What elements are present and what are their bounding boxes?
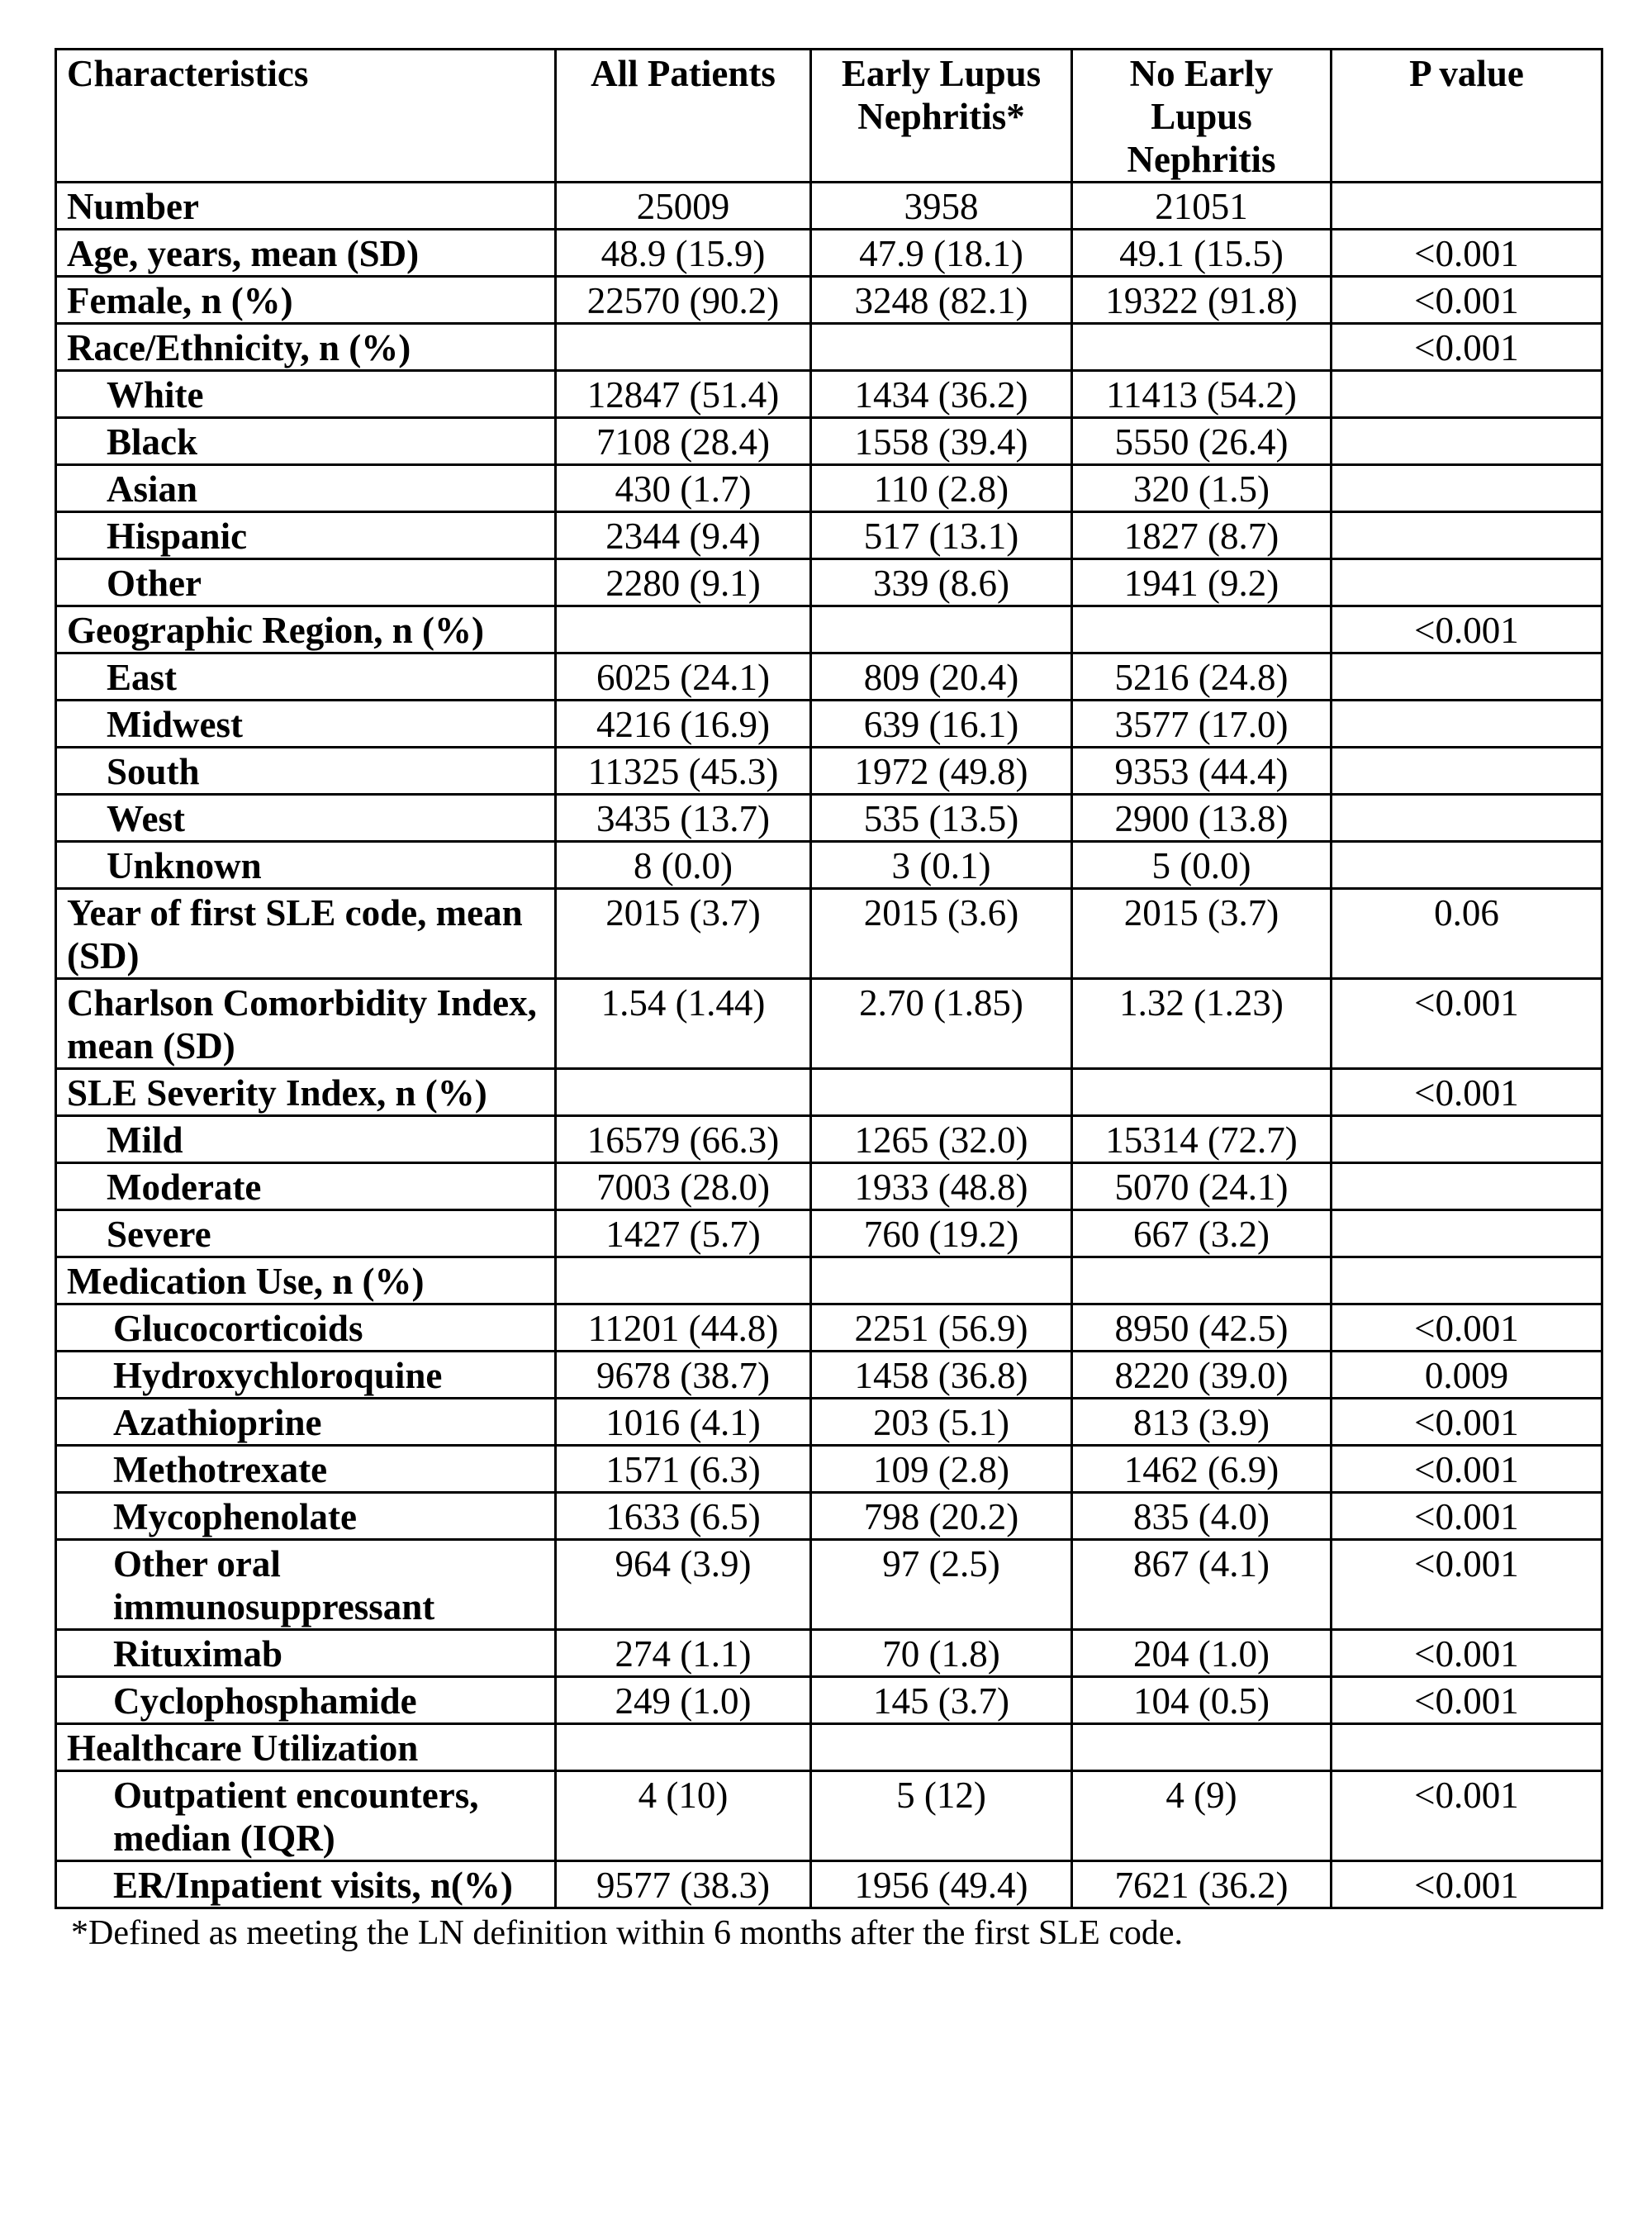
cell-early-ln xyxy=(811,1724,1072,1771)
cell-p-value xyxy=(1332,1724,1602,1771)
row-label: Cyclophosphamide xyxy=(56,1677,556,1724)
table-row xyxy=(56,1446,1602,1493)
cell-p-value: <0.001 xyxy=(1332,1630,1602,1677)
table-row xyxy=(56,1540,1602,1630)
characteristics-table xyxy=(55,48,1603,1909)
cell-p-value xyxy=(1332,512,1602,559)
row-label: Glucocorticoids xyxy=(56,1304,556,1352)
row-label: Severe xyxy=(56,1210,556,1257)
cell-all-patients: 22570 (90.2) xyxy=(556,277,811,324)
header-p-value: P value xyxy=(1332,50,1602,183)
cell-p-value: <0.001 xyxy=(1332,230,1602,277)
cell-no-early-ln: 867 (4.1) xyxy=(1072,1540,1332,1630)
cell-p-value: 0.06 xyxy=(1332,889,1602,979)
cell-early-ln xyxy=(811,606,1072,653)
cell-all-patients: 6025 (24.1) xyxy=(556,653,811,701)
cell-no-early-ln: 204 (1.0) xyxy=(1072,1630,1332,1677)
cell-all-patients: 3435 (13.7) xyxy=(556,795,811,842)
cell-early-ln: 109 (2.8) xyxy=(811,1446,1072,1493)
cell-all-patients: 8 (0.0) xyxy=(556,842,811,889)
header-all-patients: All Patients xyxy=(556,50,811,183)
table-row xyxy=(56,1116,1602,1163)
cell-p-value: <0.001 xyxy=(1332,1540,1602,1630)
cell-p-value xyxy=(1332,183,1602,230)
cell-early-ln: 1972 (49.8) xyxy=(811,748,1072,795)
cell-early-ln: 47.9 (18.1) xyxy=(811,230,1072,277)
cell-no-early-ln: 1462 (6.9) xyxy=(1072,1446,1332,1493)
cell-all-patients: 274 (1.1) xyxy=(556,1630,811,1677)
table-row xyxy=(56,1399,1602,1446)
cell-no-early-ln xyxy=(1072,324,1332,371)
cell-no-early-ln xyxy=(1072,606,1332,653)
cell-no-early-ln xyxy=(1072,1724,1332,1771)
cell-p-value: <0.001 xyxy=(1332,1069,1602,1116)
cell-early-ln: 2.70 (1.85) xyxy=(811,979,1072,1069)
cell-p-value: 0.009 xyxy=(1332,1352,1602,1399)
row-label: Female, n (%) xyxy=(56,277,556,324)
cell-p-value: <0.001 xyxy=(1332,1304,1602,1352)
table-row xyxy=(56,465,1602,512)
cell-early-ln: 1434 (36.2) xyxy=(811,371,1072,418)
row-label: South xyxy=(56,748,556,795)
cell-p-value xyxy=(1332,1257,1602,1304)
cell-early-ln: 798 (20.2) xyxy=(811,1493,1072,1540)
cell-p-value: <0.001 xyxy=(1332,1399,1602,1446)
row-label: Medication Use, n (%) xyxy=(56,1257,556,1304)
cell-all-patients: 4216 (16.9) xyxy=(556,701,811,748)
cell-all-patients: 12847 (51.4) xyxy=(556,371,811,418)
row-label: Number xyxy=(56,183,556,230)
cell-p-value xyxy=(1332,795,1602,842)
footnote: *Defined as meeting the LN definition within 6 months after the first SLE code. xyxy=(71,1914,1184,1952)
cell-no-early-ln: 2015 (3.7) xyxy=(1072,889,1332,979)
cell-p-value: <0.001 xyxy=(1332,1446,1602,1493)
cell-early-ln: 1558 (39.4) xyxy=(811,418,1072,465)
table-row xyxy=(56,1771,1602,1861)
cell-p-value xyxy=(1332,1210,1602,1257)
cell-p-value xyxy=(1332,701,1602,748)
cell-no-early-ln: 5216 (24.8) xyxy=(1072,653,1332,701)
cell-p-value: <0.001 xyxy=(1332,606,1602,653)
cell-all-patients: 48.9 (15.9) xyxy=(556,230,811,277)
cell-early-ln: 110 (2.8) xyxy=(811,465,1072,512)
row-label: Moderate xyxy=(56,1163,556,1210)
cell-all-patients xyxy=(556,324,811,371)
cell-early-ln: 535 (13.5) xyxy=(811,795,1072,842)
cell-early-ln: 97 (2.5) xyxy=(811,1540,1072,1630)
table-row xyxy=(56,1257,1602,1304)
cell-all-patients: 25009 xyxy=(556,183,811,230)
table-row xyxy=(56,889,1602,979)
row-label: Unknown xyxy=(56,842,556,889)
table-row xyxy=(56,183,1602,230)
cell-early-ln: 639 (16.1) xyxy=(811,701,1072,748)
row-label: Hispanic xyxy=(56,512,556,559)
table-row xyxy=(56,979,1602,1069)
cell-no-early-ln: 667 (3.2) xyxy=(1072,1210,1332,1257)
row-label: Other xyxy=(56,559,556,606)
row-label: Outpatient encounters, median (IQR) xyxy=(56,1771,556,1861)
cell-no-early-ln xyxy=(1072,1069,1332,1116)
cell-no-early-ln: 5 (0.0) xyxy=(1072,842,1332,889)
table-row xyxy=(56,559,1602,606)
cell-early-ln xyxy=(811,324,1072,371)
cell-all-patients: 7003 (28.0) xyxy=(556,1163,811,1210)
table-row xyxy=(56,1210,1602,1257)
row-label: Geographic Region, n (%) xyxy=(56,606,556,653)
cell-no-early-ln: 8950 (42.5) xyxy=(1072,1304,1332,1352)
cell-no-early-ln: 1827 (8.7) xyxy=(1072,512,1332,559)
row-label: ER/Inpatient visits, n(%) xyxy=(56,1861,556,1908)
cell-early-ln: 3958 xyxy=(811,183,1072,230)
table-row xyxy=(56,606,1602,653)
table-row xyxy=(56,1861,1602,1908)
header-early-lupus-nephritis: Early Lupus Nephritis* xyxy=(811,50,1072,183)
cell-early-ln: 3248 (82.1) xyxy=(811,277,1072,324)
cell-p-value: <0.001 xyxy=(1332,979,1602,1069)
row-label: East xyxy=(56,653,556,701)
header-row xyxy=(56,50,1602,183)
row-label: Other oral immunosuppressant xyxy=(56,1540,556,1630)
cell-p-value xyxy=(1332,559,1602,606)
cell-early-ln: 339 (8.6) xyxy=(811,559,1072,606)
cell-no-early-ln: 11413 (54.2) xyxy=(1072,371,1332,418)
cell-no-early-ln: 7621 (36.2) xyxy=(1072,1861,1332,1908)
table-container xyxy=(55,48,1601,1954)
cell-early-ln: 203 (5.1) xyxy=(811,1399,1072,1446)
cell-p-value xyxy=(1332,1116,1602,1163)
cell-all-patients: 249 (1.0) xyxy=(556,1677,811,1724)
cell-all-patients: 1016 (4.1) xyxy=(556,1399,811,1446)
table-row xyxy=(56,277,1602,324)
row-label: Year of first SLE code, mean (SD) xyxy=(56,889,556,979)
cell-no-early-ln: 5550 (26.4) xyxy=(1072,418,1332,465)
row-label: Charlson Comorbidity Index, mean (SD) xyxy=(56,979,556,1069)
row-label: Azathioprine xyxy=(56,1399,556,1446)
cell-all-patients: 2344 (9.4) xyxy=(556,512,811,559)
row-label: Asian xyxy=(56,465,556,512)
row-label: Midwest xyxy=(56,701,556,748)
cell-no-early-ln xyxy=(1072,1257,1332,1304)
cell-no-early-ln: 1941 (9.2) xyxy=(1072,559,1332,606)
row-label: West xyxy=(56,795,556,842)
cell-early-ln: 3 (0.1) xyxy=(811,842,1072,889)
table-row xyxy=(56,324,1602,371)
cell-early-ln: 5 (12) xyxy=(811,1771,1072,1861)
cell-early-ln xyxy=(811,1069,1072,1116)
cell-no-early-ln: 835 (4.0) xyxy=(1072,1493,1332,1540)
cell-early-ln: 1458 (36.8) xyxy=(811,1352,1072,1399)
row-label: Hydroxychloroquine xyxy=(56,1352,556,1399)
cell-all-patients: 7108 (28.4) xyxy=(556,418,811,465)
cell-p-value xyxy=(1332,1163,1602,1210)
cell-no-early-ln: 15314 (72.7) xyxy=(1072,1116,1332,1163)
cell-early-ln: 2251 (56.9) xyxy=(811,1304,1072,1352)
table-row xyxy=(56,418,1602,465)
cell-p-value: <0.001 xyxy=(1332,1771,1602,1861)
cell-early-ln: 70 (1.8) xyxy=(811,1630,1072,1677)
cell-early-ln: 1933 (48.8) xyxy=(811,1163,1072,1210)
table-row xyxy=(56,1163,1602,1210)
cell-early-ln: 517 (13.1) xyxy=(811,512,1072,559)
cell-all-patients: 430 (1.7) xyxy=(556,465,811,512)
table-row xyxy=(56,1677,1602,1724)
cell-p-value: <0.001 xyxy=(1332,1861,1602,1908)
table-row xyxy=(56,1069,1602,1116)
table-row xyxy=(56,1724,1602,1771)
table-row xyxy=(56,1630,1602,1677)
table-row xyxy=(56,512,1602,559)
cell-all-patients: 11201 (44.8) xyxy=(556,1304,811,1352)
cell-no-early-ln: 3577 (17.0) xyxy=(1072,701,1332,748)
cell-early-ln: 1265 (32.0) xyxy=(811,1116,1072,1163)
cell-p-value xyxy=(1332,748,1602,795)
cell-early-ln: 809 (20.4) xyxy=(811,653,1072,701)
table-row xyxy=(56,230,1602,277)
table-row xyxy=(56,701,1602,748)
row-label: SLE Severity Index, n (%) xyxy=(56,1069,556,1116)
cell-no-early-ln: 4 (9) xyxy=(1072,1771,1332,1861)
cell-all-patients xyxy=(556,1069,811,1116)
cell-p-value: <0.001 xyxy=(1332,1677,1602,1724)
row-label: Methotrexate xyxy=(56,1446,556,1493)
row-label: Healthcare Utilization xyxy=(56,1724,556,1771)
table-row xyxy=(56,748,1602,795)
header-no-early-lupus-nephritis: No Early Lupus Nephritis xyxy=(1072,50,1332,183)
cell-no-early-ln: 49.1 (15.5) xyxy=(1072,230,1332,277)
table-row xyxy=(56,795,1602,842)
table-row xyxy=(56,842,1602,889)
cell-early-ln: 145 (3.7) xyxy=(811,1677,1072,1724)
cell-p-value xyxy=(1332,418,1602,465)
cell-all-patients: 964 (3.9) xyxy=(556,1540,811,1630)
row-label: White xyxy=(56,371,556,418)
table-row xyxy=(56,371,1602,418)
cell-early-ln xyxy=(811,1257,1072,1304)
cell-all-patients xyxy=(556,1257,811,1304)
cell-p-value: <0.001 xyxy=(1332,1493,1602,1540)
cell-all-patients: 1427 (5.7) xyxy=(556,1210,811,1257)
cell-p-value xyxy=(1332,371,1602,418)
cell-all-patients: 9577 (38.3) xyxy=(556,1861,811,1908)
header-characteristics: Characteristics xyxy=(56,50,556,183)
cell-all-patients: 1.54 (1.44) xyxy=(556,979,811,1069)
cell-p-value xyxy=(1332,465,1602,512)
cell-all-patients: 4 (10) xyxy=(556,1771,811,1861)
cell-no-early-ln: 104 (0.5) xyxy=(1072,1677,1332,1724)
cell-no-early-ln: 1.32 (1.23) xyxy=(1072,979,1332,1069)
cell-early-ln: 760 (19.2) xyxy=(811,1210,1072,1257)
cell-all-patients: 1633 (6.5) xyxy=(556,1493,811,1540)
table-row xyxy=(56,1493,1602,1540)
cell-all-patients: 1571 (6.3) xyxy=(556,1446,811,1493)
cell-p-value: <0.001 xyxy=(1332,324,1602,371)
cell-no-early-ln: 2900 (13.8) xyxy=(1072,795,1332,842)
table-body xyxy=(56,183,1602,1908)
cell-no-early-ln: 8220 (39.0) xyxy=(1072,1352,1332,1399)
table-row xyxy=(56,1304,1602,1352)
cell-all-patients: 11325 (45.3) xyxy=(556,748,811,795)
cell-no-early-ln: 320 (1.5) xyxy=(1072,465,1332,512)
cell-all-patients: 2280 (9.1) xyxy=(556,559,811,606)
cell-p-value xyxy=(1332,842,1602,889)
cell-p-value: <0.001 xyxy=(1332,277,1602,324)
row-label: Race/Ethnicity, n (%) xyxy=(56,324,556,371)
cell-all-patients xyxy=(556,606,811,653)
cell-early-ln: 1956 (49.4) xyxy=(811,1861,1072,1908)
row-label: Black xyxy=(56,418,556,465)
table-row xyxy=(56,1352,1602,1399)
cell-p-value xyxy=(1332,653,1602,701)
cell-no-early-ln: 813 (3.9) xyxy=(1072,1399,1332,1446)
cell-all-patients: 16579 (66.3) xyxy=(556,1116,811,1163)
cell-all-patients: 2015 (3.7) xyxy=(556,889,811,979)
cell-no-early-ln: 19322 (91.8) xyxy=(1072,277,1332,324)
cell-all-patients xyxy=(556,1724,811,1771)
row-label: Mild xyxy=(56,1116,556,1163)
row-label: Rituximab xyxy=(56,1630,556,1677)
cell-all-patients: 9678 (38.7) xyxy=(556,1352,811,1399)
row-label: Age, years, mean (SD) xyxy=(56,230,556,277)
cell-early-ln: 2015 (3.6) xyxy=(811,889,1072,979)
table-row xyxy=(56,653,1602,701)
cell-no-early-ln: 9353 (44.4) xyxy=(1072,748,1332,795)
cell-no-early-ln: 5070 (24.1) xyxy=(1072,1163,1332,1210)
cell-no-early-ln: 21051 xyxy=(1072,183,1332,230)
row-label: Mycophenolate xyxy=(56,1493,556,1540)
